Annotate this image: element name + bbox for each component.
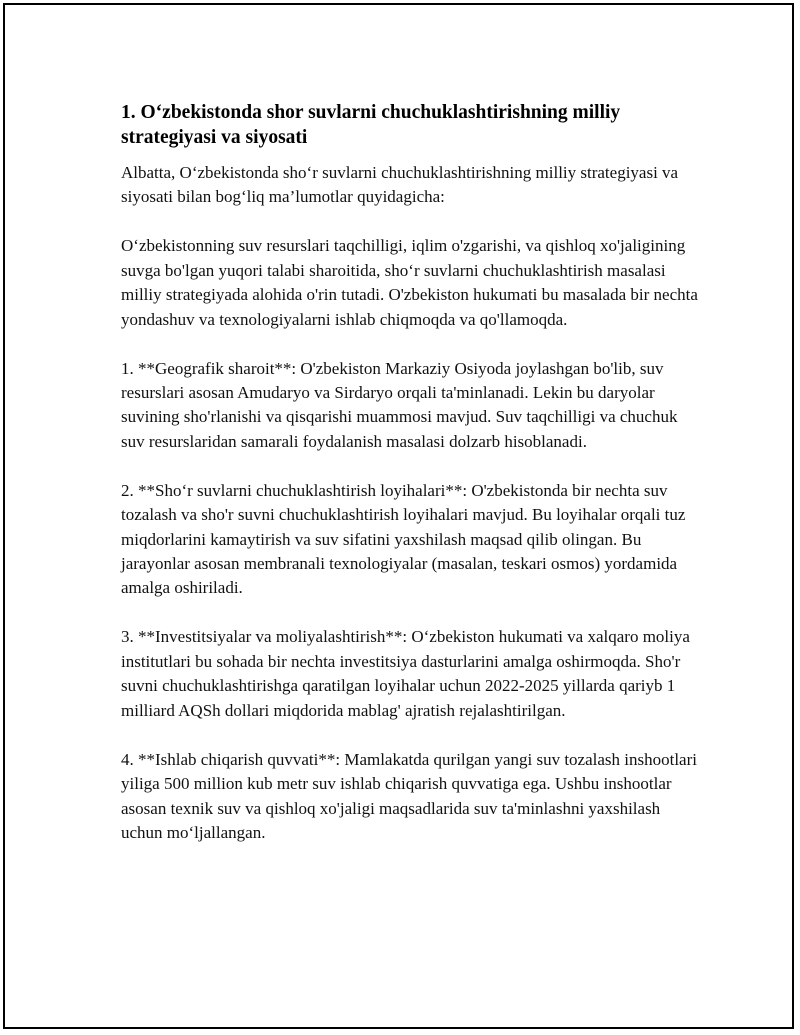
page-title: 1. O‘zbekistonda shor suvlarni chuchuklashtirishning milliy strategiyasi va siyosati — [121, 102, 621, 148]
list-item-investments: 3. **Investitsiyalar va moliyalashtirish**: O‘zbekiston hukumati va xalqaro moliya institutlari bu sohada bir nechta investitsiya dasturlarini amalga oshirmoqda. Sho'r suvni chuchuklashtirishga qaratilgan loyihalar uchun 2022-2025 yillarda qariyb 1 milliard AQSh dollari miqdorida mablag' ajratish rejalashtirilgan. — [121, 627, 690, 720]
document-body — [121, 100, 701, 870]
page-frame — [3, 3, 794, 1029]
list-item-projects: 2. **Sho‘r suvlarni chuchuklashtirish loyihalari**: O'zbekistonda bir nechta suv tozalash va sho'r suvni chuchuklashtirish loyihalari mavjud. Bu loyihalar orqali tuz miqdorlarini kamaytirish va suv sifatini yaxshilash maqsad qilib olingan. Bu jarayonlar asosan membranali texnologiyalar (masalan, teskari osmos) yordamida amalga oshiriladi. — [121, 480, 686, 598]
list-item-capacity: 4. **Ishlab chiqarish quvvati**: Mamlakatda qurilgan yangi suv tozalash inshootlari yiliga 500 million kub metr suv ishlab chiqarish quvvatiga ega. Ushbu inshootlar asosan texnik suv va qishloq xo'jaligi maqsadlarida suv ta'minlashni yaxshilash uchun mo‘ljallangan. — [121, 749, 697, 842]
context-paragraph: O‘zbekistonning suv resurslari taqchilligi, iqlim o'zgarishi, va qishloq xo'jaligining suvga bo'lgan yuqori talabi sharoitida, sho‘r suvlarni chuchuklashtirish masalasi milliy strategiyada alohida o'rin tutadi. O'zbekiston hukumati bu masalada bir nechta yondashuv va texnologiyalarni ishlab chiqmoqda va qo'llamoqda. — [121, 236, 698, 329]
list-item-geography: 1. **Geografik sharoit**: O'zbekiston Markaziy Osiyoda joylashgan bo'lib, suv resurslari asosan Amudaryo va Sirdaryo orqali ta'minlanadi. Lekin bu daryolar suvining sho'rlanishi va qisqarishi muammosi mavjud. Suv taqchilligi va chuchuk suv resurslaridan samarali foydalanish masalasi dolzarb hisoblanadi. — [121, 358, 678, 451]
intro-paragraph: Albatta, O‘zbekistonda sho‘r suvlarni chuchuklashtirishning milliy strategiyasi va siyosati bilan bog‘liq ma’lumotlar quyidagicha: — [121, 163, 679, 207]
